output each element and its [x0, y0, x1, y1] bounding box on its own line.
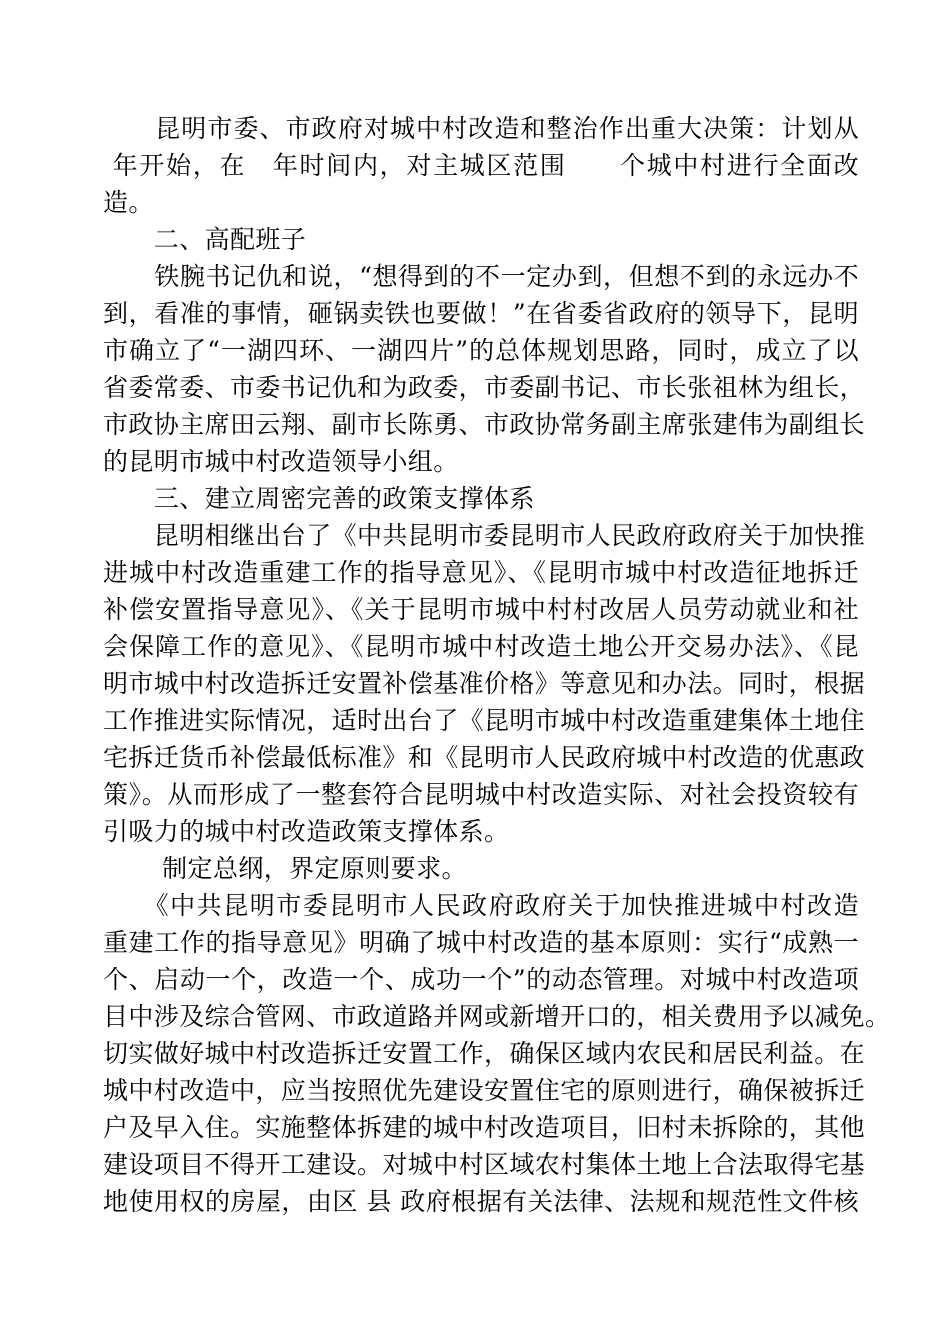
text-line: 市确立了“一湖四环、一湖四片”的总体规划思路，同时，成立了以: [103, 336, 859, 365]
text-line: 补偿安置指导意见》、《关于昆明市城中村村改居人员劳动就业和社: [103, 595, 859, 624]
text-line: 户及早入住。实施整体拆建的城中村改造项目，旧村未拆除的，其他: [103, 1113, 866, 1142]
text-line: 年开始，在 年时间内，对主城区范围 个城中村进行全面改: [103, 151, 859, 180]
text-line: 造。: [103, 188, 154, 217]
text-line: 地使用权的房屋，由区 县 政府根据有关法律、法规和规范性文件核: [103, 1187, 859, 1216]
text-line: 到，看准的事情，砸锅卖铁也要做！”在省委省政府的领导下，昆明: [103, 299, 859, 328]
text-line: 工作推进实际情况，适时出台了《昆明市城中村改造重建集体土地住: [103, 706, 866, 735]
text-line: 会保障工作的意见》、《昆明市城中村改造土地公开交易办法》、《昆: [103, 632, 859, 661]
text-line: 进城中村改造重建工作的指导意见》、《昆明市城中村改造征地拆迁: [103, 558, 859, 587]
text-line: 的昆明市城中村改造领导小组。: [103, 447, 459, 476]
text-line: 引吸力的城中村改造政策支撑体系。: [103, 817, 510, 846]
text-line: 切实做好城中村改造拆迁安置工作，确保区域内农民和居民利益。在: [103, 1039, 866, 1068]
text-line: 市政协主席田云翔、副市长陈勇、市政协常务副主席张建伟为副组长: [103, 410, 866, 439]
text-line: 个、启动一个，改造一个、成功一个”的动态管理。对城中村改造项: [103, 965, 859, 994]
text-line: 昆明相继出台了《中共昆明市委昆明市人民政府政府关于加快推: [103, 521, 866, 550]
subsection-heading: 制定总纲，界定原则要求。: [103, 854, 467, 883]
text-line: 城中村改造中，应当按照优先建设安置住宅的原则进行，确保被拆迁: [103, 1076, 866, 1105]
text-line: 《中共昆明市委昆明市人民政府政府关于加快推进城中村改造: [103, 891, 859, 920]
text-line: 明市城中村改造拆迁安置补偿基准价格》等意见和办法。同时，根据: [103, 669, 866, 698]
section-heading: 三、建立周密完善的政策支撑体系: [103, 484, 535, 513]
text-line: 策》。从而形成了一整套符合昆明城中村改造实际、对社会投资较有: [103, 780, 859, 809]
text-line: 省委常委、市委书记仇和为政委，市委副书记、市长张祖林为组长，: [103, 373, 866, 402]
section-heading: 二、高配班子: [103, 225, 307, 254]
text-line: 建设项目不得开工建设。对城中村区域农村集体土地上合法取得宅基: [103, 1150, 866, 1179]
text-line: 铁腕书记仇和说，“想得到的不一定办到，但想不到的永远办不: [103, 262, 859, 291]
text-line: 昆明市委、市政府对城中村改造和整治作出重大决策：计划从: [103, 114, 859, 143]
text-line: 宅拆迁货币补偿最低标准》和《昆明市人民政府城中村改造的优惠政: [103, 743, 866, 772]
text-line: 重建工作的指导意见》明确了城中村改造的基本原则：实行“成熟一: [103, 928, 859, 957]
text-line: 目中涉及综合管网、市政道路并网或新增开口的，相关费用予以减免。: [103, 1002, 891, 1031]
